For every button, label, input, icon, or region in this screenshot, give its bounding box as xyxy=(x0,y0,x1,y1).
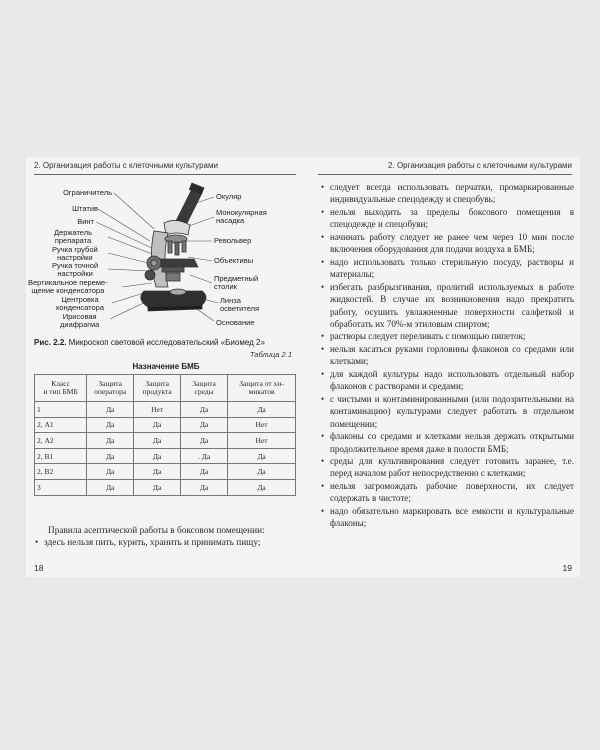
table-cell: Нет xyxy=(228,417,296,433)
table-row xyxy=(35,417,296,433)
table-cell: Да xyxy=(87,464,134,480)
table-cell: Да xyxy=(87,402,134,418)
running-header: 2. Организация работы с клеточными культурами xyxy=(34,161,218,170)
list-item: • следует всегда использовать перчатки, промаркированные индивидуальные спецодежду и спецобувь; xyxy=(320,181,574,206)
page-number: 19 xyxy=(562,563,572,573)
list-item: • здесь нельзя пить, курить, хранить и принимать пищу; xyxy=(34,537,296,549)
col-header-class: Класс и тип БМБ xyxy=(35,375,87,402)
table-cell: Да xyxy=(87,479,134,495)
label-stand: Штатив xyxy=(72,204,98,213)
label-coarse-knob: Ручка грубой настройки xyxy=(52,245,98,262)
table-cell: 2, А1 xyxy=(35,417,87,433)
list-item: • флаконы со средами и клетками нельзя держать открытыми продолжительное время даже в полости БМБ; xyxy=(320,430,574,455)
header-rule xyxy=(34,174,296,175)
list-item: • нельзя выходить за пределы боксового помещения в спецодежде и спецобуви; xyxy=(320,206,574,231)
table-cell: Да xyxy=(181,464,228,480)
table-cell: Да xyxy=(134,479,181,495)
microscope-figure xyxy=(26,179,306,337)
table-row xyxy=(35,402,296,418)
table-cell: Да xyxy=(181,433,228,449)
list-item: • с чистыми и контаминированными (или подозрительными на контаминацию) культурами следует работать в отдельном помещении; xyxy=(320,393,574,430)
table-cell: 2, А2 xyxy=(35,433,87,449)
list-item: • нельзя загромождать рабочие поверхности, их следует содержать в чистоте; xyxy=(320,480,574,505)
table-row xyxy=(35,448,296,464)
label-fine-knob: Ручка точной настройки xyxy=(52,261,99,278)
table-cell: 3 xyxy=(35,479,87,495)
label-base: Основание xyxy=(216,318,255,327)
figure-caption xyxy=(34,338,265,347)
left-page xyxy=(26,157,306,577)
label-condenser-move: Вертикальное переме- щение конденсатора xyxy=(28,278,108,295)
col-header-product: Защита продукта xyxy=(134,375,181,402)
table-cell: Да xyxy=(134,448,181,464)
table-title: Назначение БМБ xyxy=(132,362,200,371)
list-item: • растворы следует переливать с помощью пипеток; xyxy=(320,330,574,342)
caption-number: Рис. 2.2. xyxy=(34,338,67,347)
label-stage: Предметный столик xyxy=(214,274,259,291)
bmb-table xyxy=(34,374,296,496)
table-cell: Да xyxy=(87,417,134,433)
table-cell: Нет xyxy=(228,433,296,449)
right-body-text xyxy=(320,181,574,530)
label-lens: Линза осветителя xyxy=(220,296,260,313)
table-row xyxy=(35,464,296,480)
table-cell: Да xyxy=(228,479,296,495)
left-bullet-list xyxy=(34,537,296,549)
list-item: • для каждой культуры надо использовать отдельный набор флаконов с растворами и средами; xyxy=(320,368,574,393)
page-number: 18 xyxy=(34,563,44,573)
list-item: • надо использовать только стерильную посуду, растворы и материалы; xyxy=(320,256,574,281)
table-cell: Да xyxy=(181,402,228,418)
running-header: 2. Организация работы с клеточными культурами xyxy=(388,161,572,170)
table-cell: Да xyxy=(134,433,181,449)
table-cell: Да xyxy=(87,448,134,464)
table-cell: 2, В2 xyxy=(35,464,87,480)
table-cell: Да xyxy=(228,464,296,480)
right-bullet-list xyxy=(320,181,574,530)
list-item: • надо обязательно маркировать все емкости и культуральные флаконы; xyxy=(320,505,574,530)
label-eyepiece: Окуляр xyxy=(216,192,242,201)
label-iris: Ирисовая диафрагма xyxy=(60,312,100,329)
col-header-environment: Защита среды xyxy=(181,375,228,402)
col-header-chemicals: Защита от хи- микатов xyxy=(228,375,296,402)
label-condenser-center: Центровка конденсатора xyxy=(56,295,104,312)
label-objectives: Объективы xyxy=(214,256,254,265)
table-cell: Да xyxy=(228,448,296,464)
list-item: • избегать разбрызгивания, пролитий используемых в работе жидкостей. В случае их возникновения надо прекратить работу, осушить увлажненные поверхности салфеткой и обработать их 70%-м этиловым спиртом; xyxy=(320,281,574,331)
table-header-row xyxy=(35,375,296,402)
table-row xyxy=(35,479,296,495)
table-cell: . Да xyxy=(181,448,228,464)
label-slide-holder: Держатель препарата xyxy=(54,228,93,245)
table-cell: Да xyxy=(228,402,296,418)
list-item: • нельзя касаться руками горловины флаконов со средами или клетками; xyxy=(320,343,574,368)
label-limiter: Ограничитель xyxy=(63,188,112,197)
header-rule xyxy=(318,174,572,175)
table-number: Таблица 2.1 xyxy=(249,350,292,359)
label-monocular: Монокулярная насадка xyxy=(216,208,267,225)
table-cell: Да xyxy=(87,433,134,449)
col-header-operator: Защита оператора xyxy=(87,375,134,402)
table-cell: Нет xyxy=(134,402,181,418)
table-row xyxy=(35,433,296,449)
list-item: • среды для культивирования следует готовить заранее, т.е. перед началом работ непосредственно с клетками; xyxy=(320,455,574,480)
table-cell: 2, В1 xyxy=(35,448,87,464)
left-body-text xyxy=(34,525,296,550)
label-revolver: Револьвер xyxy=(214,236,252,245)
table-cell: Да xyxy=(181,417,228,433)
table-cell: Да xyxy=(134,464,181,480)
table-cell: Да xyxy=(134,417,181,433)
table-cell: 1 xyxy=(35,402,87,418)
label-screw: Винт xyxy=(77,217,94,226)
right-page xyxy=(306,157,580,577)
list-item: • начинать работу следует не ранее чем через 10 мин после включения оборудования для подачи воздуха в БМБ; xyxy=(320,231,574,256)
table-cell: Да xyxy=(181,479,228,495)
caption-text: Микроскоп световой исследовательский «Биомед 2» xyxy=(66,338,265,347)
intro-paragraph: Правила асептической работы в боксовом помещении: xyxy=(48,526,265,536)
